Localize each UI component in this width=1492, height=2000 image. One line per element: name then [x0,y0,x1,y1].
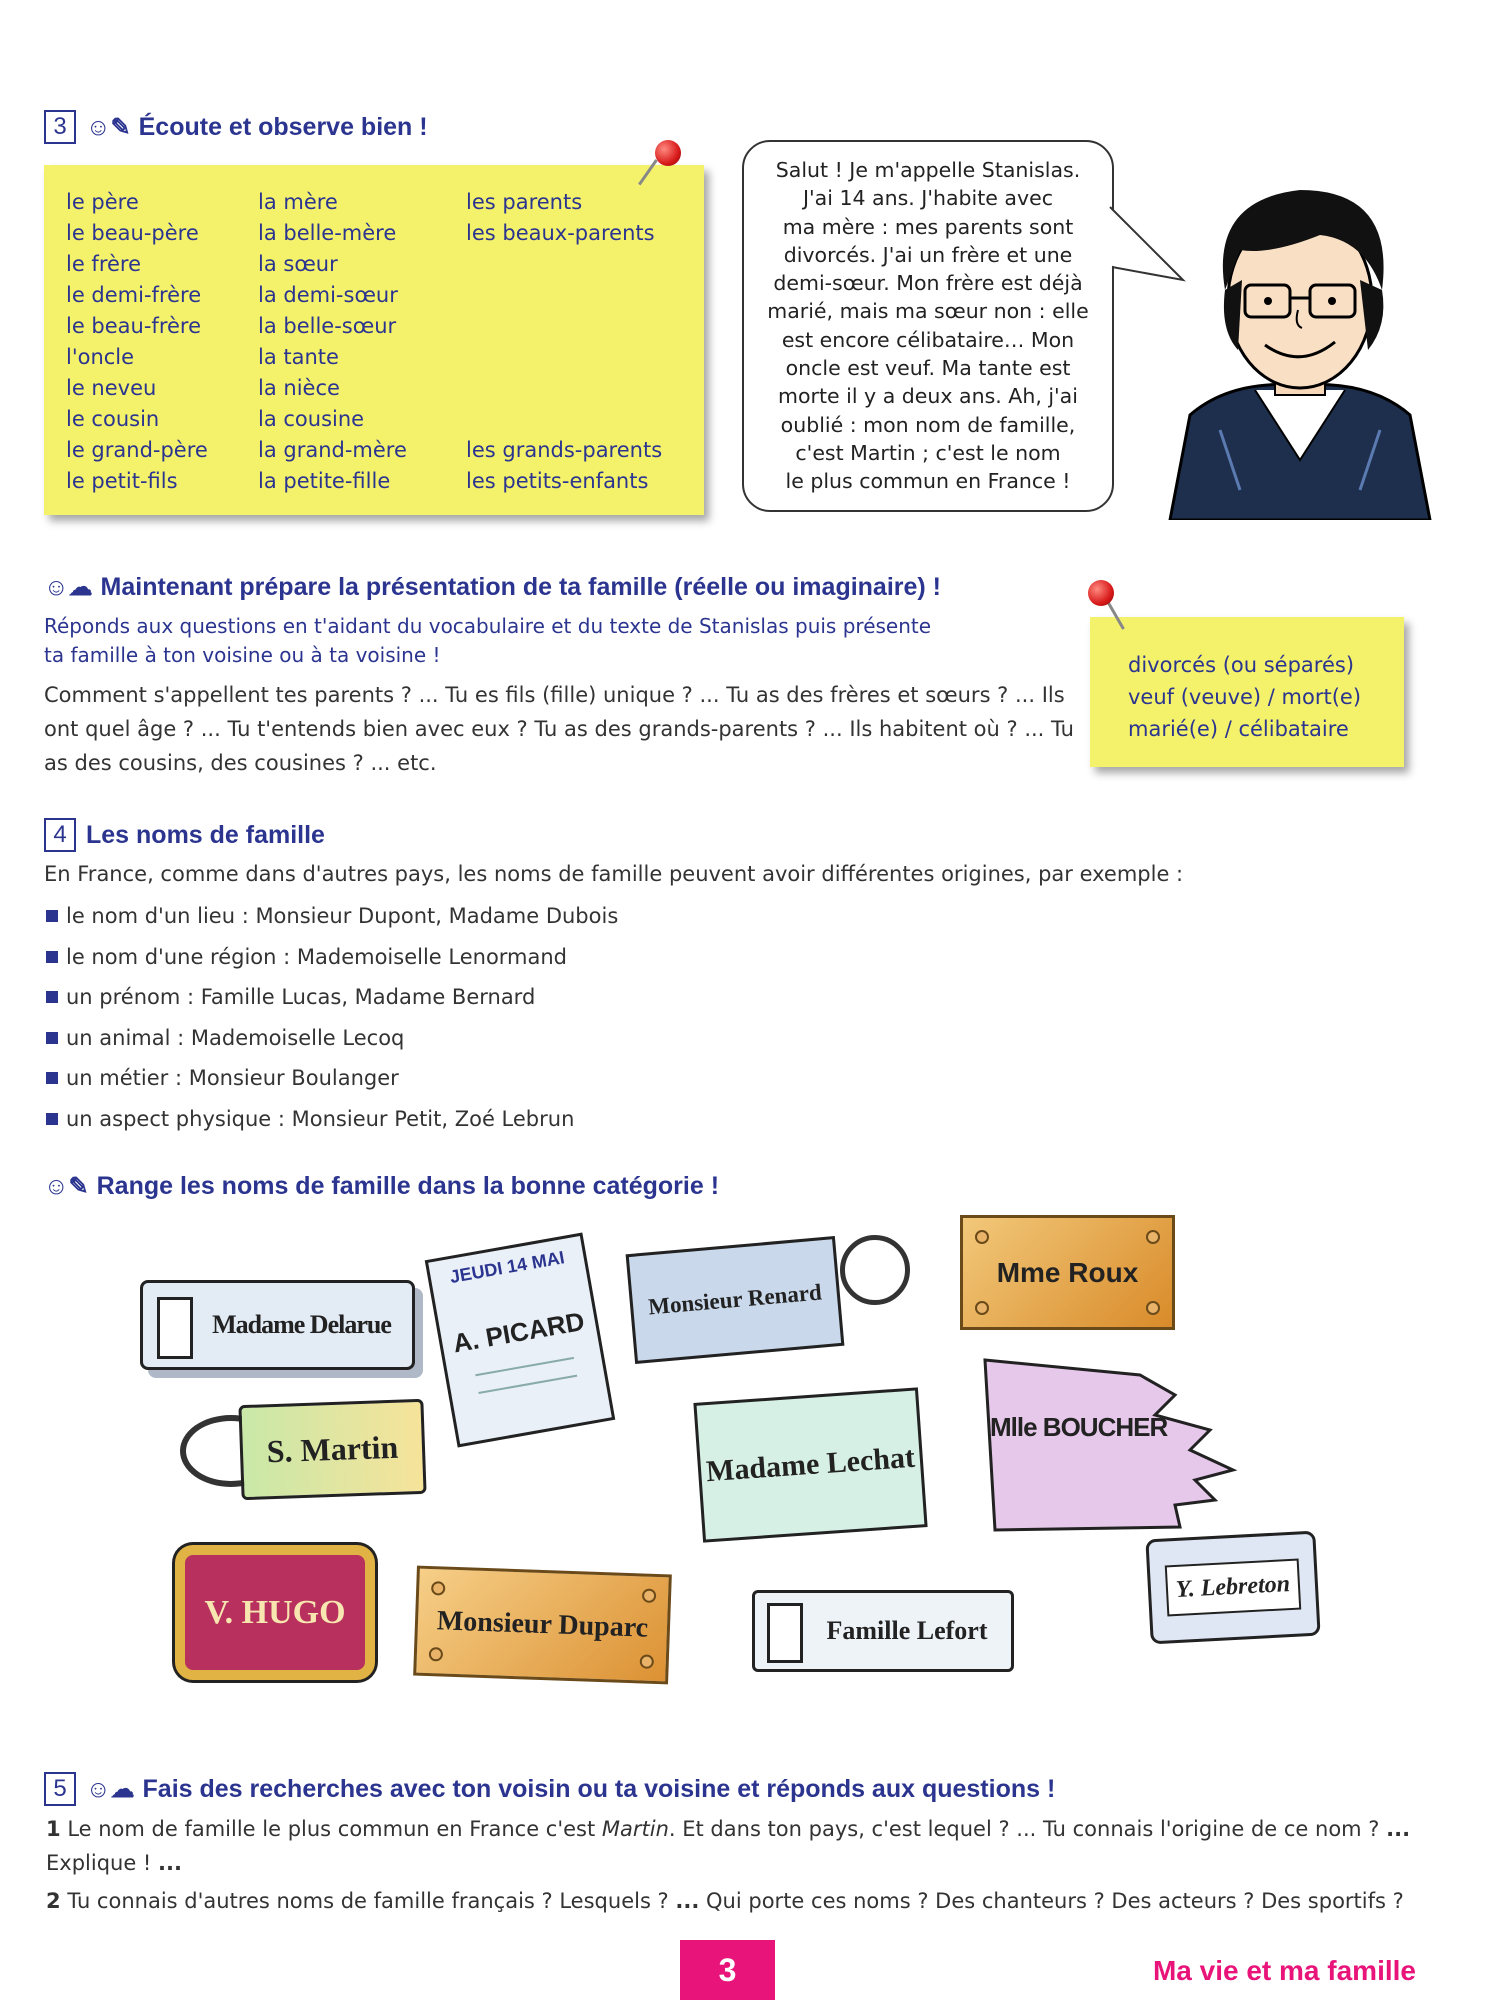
speak-write-icon: ☺✎ [44,1173,89,1200]
list-item: le nom d'une région : Mademoiselle Lenormand [44,937,618,978]
list-item: un prénom : Famille Lucas, Madame Bernard [44,977,618,1018]
screw-icon [1146,1230,1160,1244]
vocab-word: le beau-père [66,221,199,245]
bubble-line: ma mère : mes parents sont [782,214,1074,239]
bubble-line: oncle est veuf. Ma tante est [785,356,1071,381]
sign-text: Mme Roux [996,1256,1139,1288]
name-sign-renard [626,1236,845,1364]
list-item: un métier : Monsieur Boulanger [44,1058,618,1099]
question-dots: ... [675,1889,700,1913]
list-item: un aspect physique : Monsieur Petit, Zoé Lebrun [44,1099,618,1140]
sign-text: S. Martin [266,1428,399,1470]
sort-task-heading [44,1172,719,1201]
question-text: Qui porte ces noms ? Des chanteurs ? Des acteurs ? Des sportifs ? [706,1889,1404,1913]
notepad-date: JEUDI 14 MAI [448,1247,567,1288]
prepare-title: Maintenant prépare la présentation de ta famille (réelle ou imaginaire) ! [100,573,942,601]
question-line: Comment s'appellent tes parents ? ... Tu es fils (fille) unique ? ... Tu as des frères et sœurs ? ... Ils [44,683,1065,707]
vocab-word: la grand-mère [258,438,407,462]
section-number: 4 [44,818,76,852]
name-sign-roux [960,1215,1175,1330]
question-2 [46,1885,1456,1918]
vocab-word: la tante [258,345,339,369]
section-4-heading [44,818,325,852]
screw-icon [640,1654,654,1668]
vocab-word: le demi-frère [66,283,202,307]
notepad-line [475,1357,574,1376]
section-title: Fais des recherches avec ton voisin ou ta voisine et réponds aux questions ! [142,1774,1056,1803]
name-sign-picard [425,1233,616,1448]
pushpin-icon [655,140,681,166]
screw-icon [431,1581,445,1595]
vocab-column-plural-top [466,187,655,249]
instruction-line: ta famille à ton voisine ou à ta voisine ! [44,643,441,667]
name-sign-lechat [693,1387,927,1542]
sign-text: Famille Lefort [826,1616,988,1645]
name-sign-lebreton [1145,1531,1320,1645]
key-ring [840,1235,910,1305]
vocab-column-masculine [66,187,208,497]
bubble-line: divorcés. J'ai un frère et une [783,242,1073,267]
vocab-word: le petit-fils [66,469,178,493]
list-item: un animal : Mademoiselle Lecoq [44,1018,618,1059]
bubble-line: le plus commun en France ! [785,469,1071,494]
vocab-word: les beaux-parents [466,221,655,245]
speaking-icon: ☺☁ [86,1775,135,1803]
sign-slot [767,1603,803,1663]
vocab-word: la demi-sœur [258,283,398,307]
vocab-word: le cousin [66,407,160,431]
vocab-word: la mère [258,190,338,214]
section-title: Écoute et observe bien ! [138,112,428,141]
question-line: as des cousins, des cousines ? ... etc. [44,751,437,775]
status-note [1090,617,1404,767]
notepad-line [478,1375,577,1394]
status-note-text [1128,649,1361,745]
vocab-word: la nièce [258,376,340,400]
name-sign-martin [238,1399,426,1500]
vocab-word: les parents [466,190,583,214]
name-sign-duparc [413,1566,672,1685]
bubble-line: demi-sœur. Mon frère est déjà [773,271,1083,296]
section-number: 5 [44,1772,76,1806]
vocab-word: la petite-fille [258,469,391,493]
question-text: Tu connais d'autres noms de famille français ? Lesquels ? [67,1889,669,1913]
vocab-column-plural-bottom [466,435,662,497]
screw-icon [642,1588,656,1602]
bubble-line: est encore célibataire… Mon [781,327,1075,352]
screw-icon [1146,1301,1160,1315]
sign-text: Monsieur Renard [647,1279,823,1320]
sign-slot [157,1297,193,1359]
section-title: Les noms de famille [86,820,325,849]
vocab-word: l'oncle [66,345,135,369]
vocab-word: les grands-parents [466,438,663,462]
screw-icon [429,1647,443,1661]
prepare-questions [44,678,1074,780]
sign-text: Monsieur Duparc [436,1605,649,1644]
question-text: . Et dans ton pays, c'est lequel ? [668,1817,1010,1841]
bubble-line: Salut ! Je m'appelle Stanislas. [775,158,1081,182]
note-line: divorcés (ou séparés) [1128,653,1355,677]
vocabulary-note [44,165,704,515]
vocab-word: la cousine [258,407,365,431]
section-4-intro: En France, comme dans d'autres pays, les noms de famille peuvent avoir différentes origines, par exemple : [44,862,1184,886]
section-number: 3 [44,110,76,144]
sign-text: Y. Lebreton [1165,1559,1302,1617]
question-dots: ... [158,1851,182,1875]
origin-list [44,896,618,1139]
vocab-word: la sœur [258,252,338,276]
name-sign-delarue [140,1280,415,1370]
list-item: le nom d'un lieu : Monsieur Dupont, Madame Dubois [44,896,618,937]
vocab-word: le grand-père [66,438,208,462]
sign-text: Madame Delarue [212,1310,391,1339]
note-line: marié(e) / célibataire [1128,717,1349,741]
speaking-icon: ☺☁ [44,574,93,601]
screw-icon [975,1301,989,1315]
vocab-word: la belle-mère [258,221,397,245]
task-title: Range les noms de famille dans la bonne catégorie ! [96,1172,720,1200]
question-line: ont quel âge ? ... Tu t'entends bien avec eux ? Tu as des grands-parents ? ... Ils habitent où ? ... Tu [44,717,1074,741]
question-number: 1 [46,1817,61,1841]
page-number: 3 [680,1940,775,2000]
question-emphasis: Martin [601,1817,669,1841]
name-sign-hugo [175,1545,375,1680]
name-sign-boucher-shape [975,1355,1240,1535]
note-line: veuf (veuve) / mort(e) [1128,685,1362,709]
section-5-heading [44,1772,1055,1806]
screw-icon [975,1230,989,1244]
vocab-word: le beau-frère [66,314,202,338]
vocab-word: le frère [66,252,142,276]
sign-text: A. PICARD [450,1305,587,1359]
listen-read-icon: ☺✎ [86,113,131,141]
prepare-heading [44,573,941,602]
vocab-word: les petits-enfants [466,469,649,493]
prepare-instructions [44,612,931,670]
question-number: 2 [46,1889,61,1913]
bubble-line: J'ai 14 ans. J'habite avec [802,186,1053,211]
stanislas-illustration [1150,160,1450,520]
sign-text: V. HUGO [204,1593,346,1631]
bubble-line: c'est Martin ; c'est le nom [795,440,1061,465]
vocab-word: la belle-sœur [258,314,397,338]
bubble-line: morte il y a deux ans. Ah, j'ai [778,384,1078,409]
sign-text: Mlle BOUCHER [990,1412,1168,1442]
question-dots: ... [1386,1817,1411,1841]
name-sign-lefort [752,1590,1014,1672]
question-text: Explique ! [46,1851,152,1875]
instruction-line: Réponds aux questions en t'aidant du vocabulaire et du texte de Stanislas puis présente [44,614,932,638]
vocab-word: le père [66,190,139,214]
bubble-line: marié, mais ma sœur non : elle [767,299,1089,324]
speech-bubble [742,140,1114,512]
question-text: ... Tu connais l'origine de ce nom ? [1016,1817,1380,1841]
pushpin-icon [1088,580,1114,606]
chapter-title: Ma vie et ma famille [1152,1955,1416,1986]
section-3-heading [44,110,428,144]
question-1 [46,1812,1456,1880]
vocab-column-feminine [258,187,407,497]
sign-text: Madame Lechat [705,1440,916,1489]
bubble-line: oublié : mon nom de famille, [780,412,1076,437]
question-text: Le nom de famille le plus commun en France c'est [67,1817,596,1841]
vocab-word: le neveu [66,376,157,400]
